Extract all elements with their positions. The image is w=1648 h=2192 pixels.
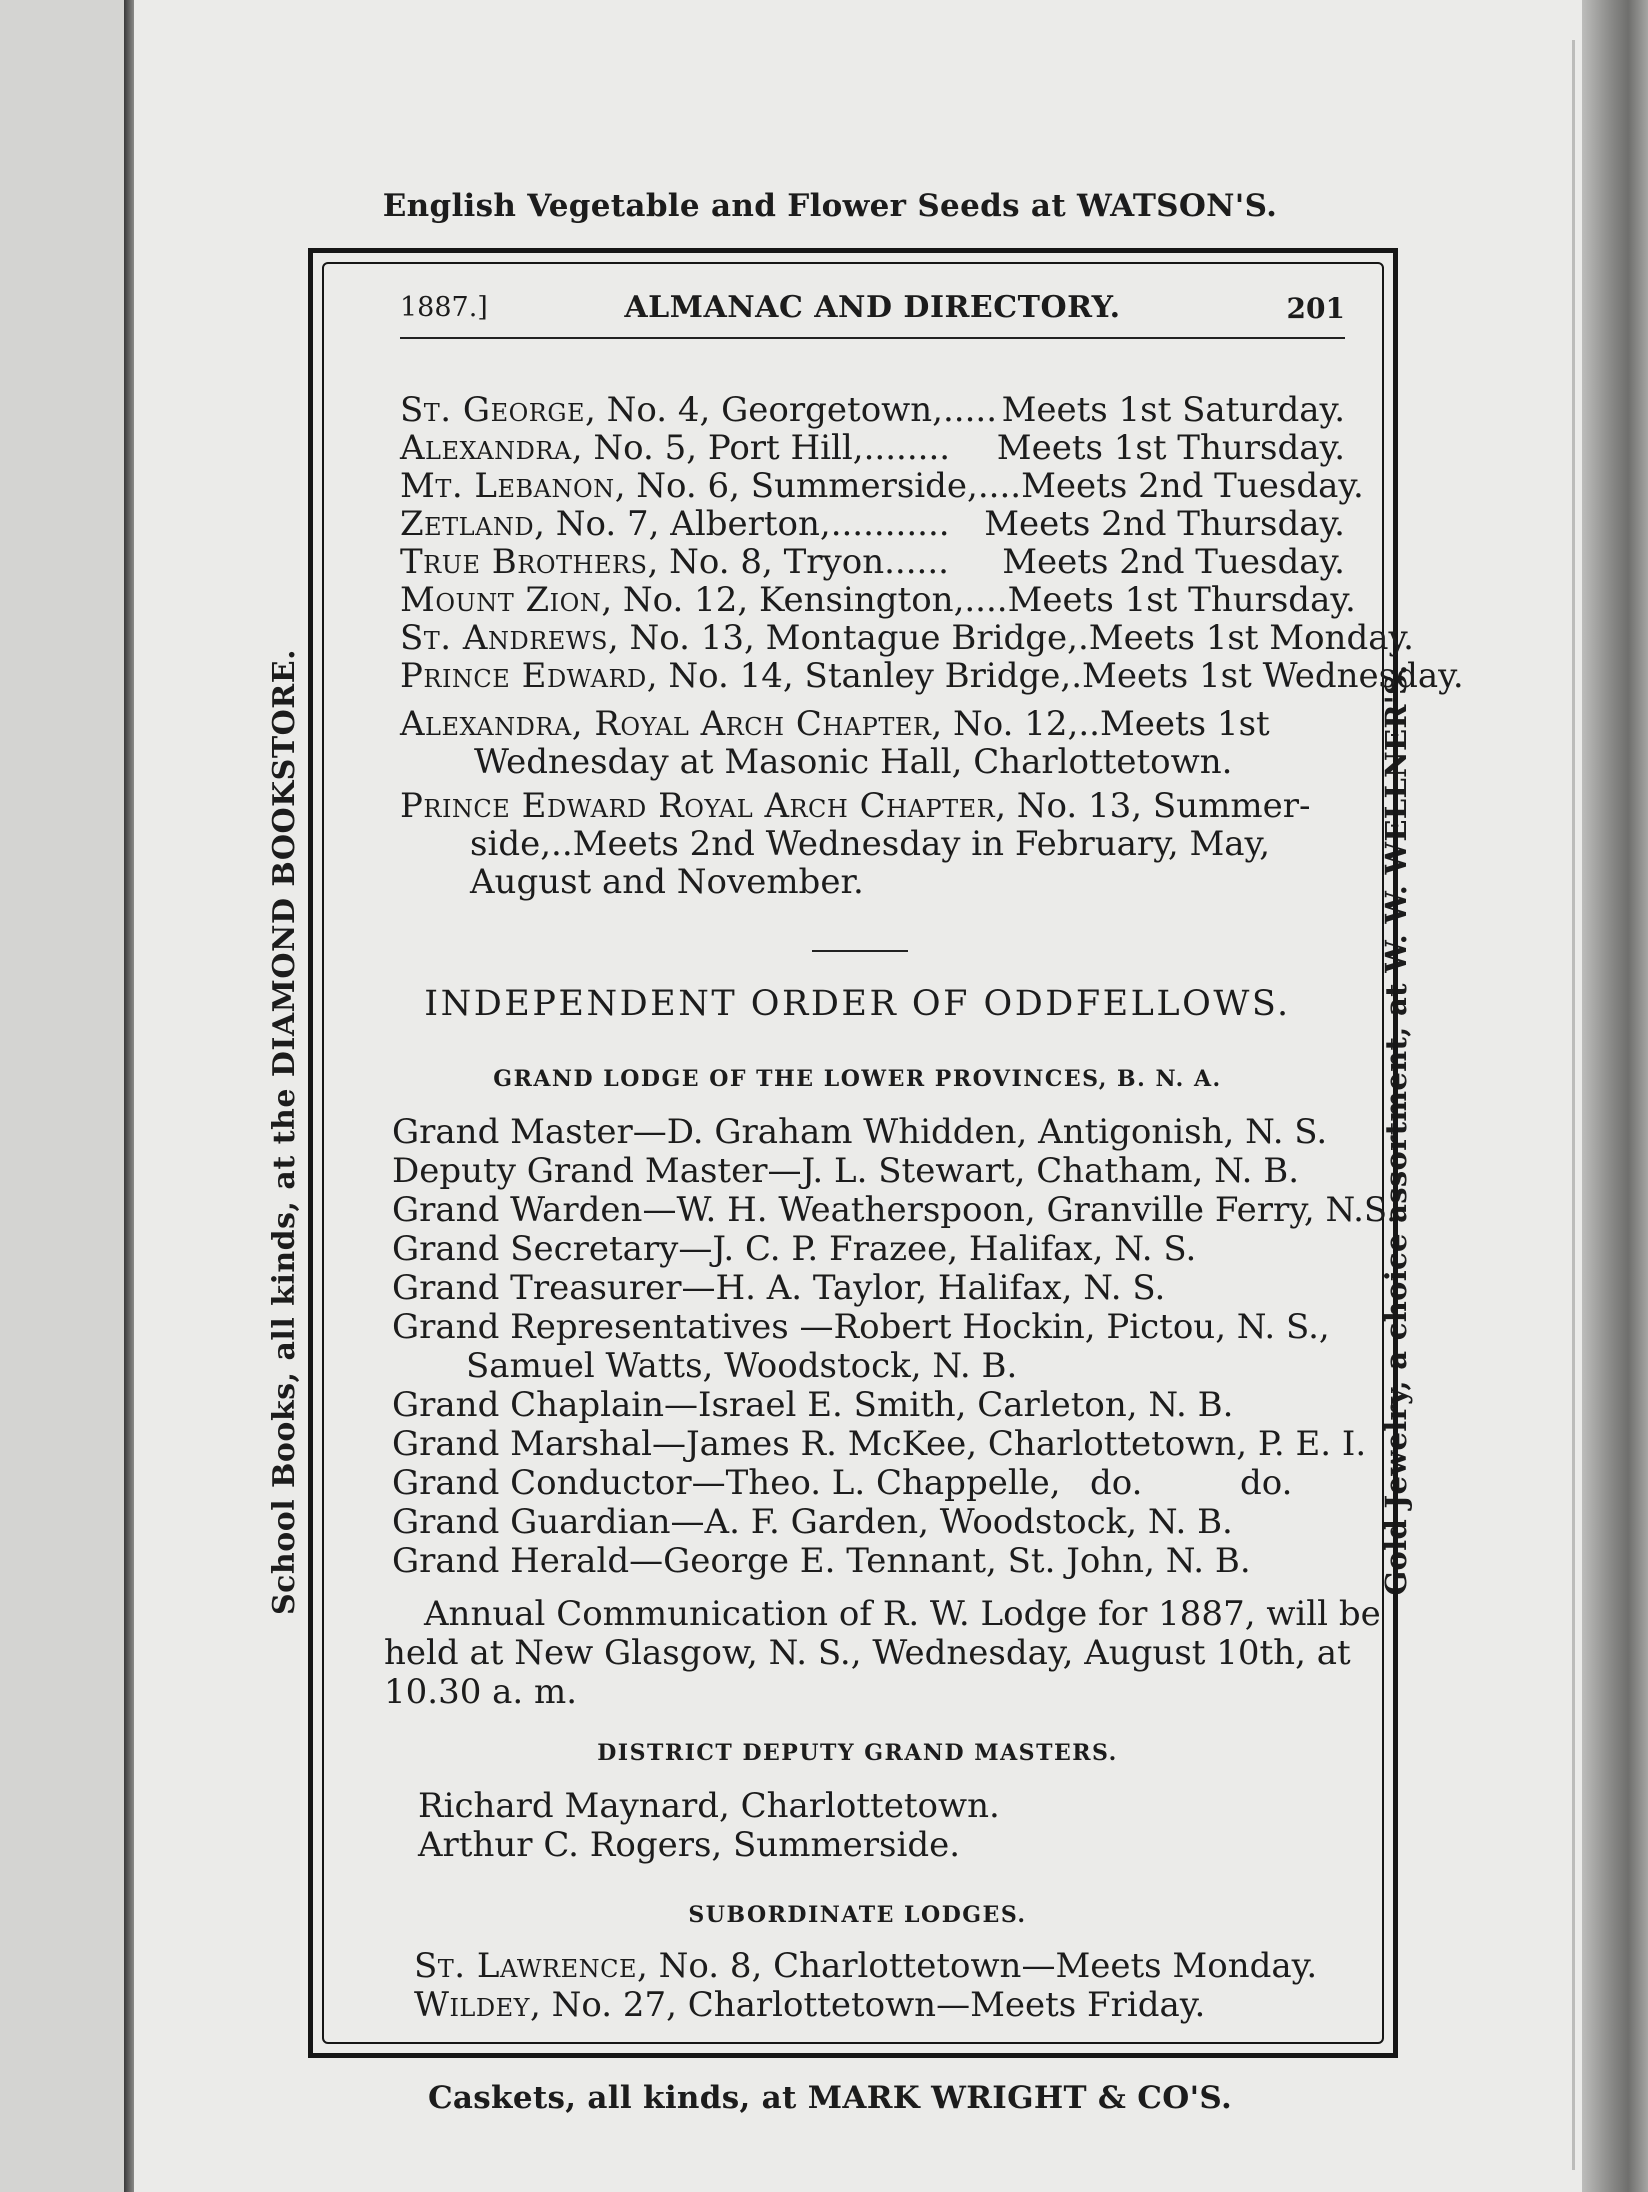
chapter-entry: Prince Edward Royal Arch Chapter, No. 13, Summer- (400, 786, 1311, 826)
district-master: Arthur C. Rogers, Summerside. (418, 1825, 961, 1865)
officer-entry: Grand Herald—George E. Tennant, St. John, N. B. (392, 1541, 1251, 1581)
header-title: ALMANAC AND DIRECTORY. (624, 290, 1121, 325)
annual-communication: held at New Glasgow, N. S., Wednesday, August 10th, at (384, 1633, 1351, 1673)
officer-entry: Grand Warden—W. H. Weatherspoon, Granville Ferry, N.S. (392, 1190, 1397, 1230)
left-margin-advertisement: School Books, all kinds, at the DIAMOND BOOKSTORE. (267, 648, 302, 1616)
officer-entry: Grand Conductor—Theo. L. Chappelle, (392, 1463, 1061, 1503)
section-subheading: GRAND LODGE OF THE LOWER PROVINCES, B. N. A. (493, 1066, 1222, 1092)
lodge-entry: St. George, No. 4, Georgetown,..... Meets 1st Saturday. (400, 390, 1345, 430)
lodge-entry: Prince Edward, No. 14, Stanley Bridge,. Meets 1st Wednesday. (400, 656, 1464, 696)
subordinate-heading: SUBORDINATE LODGES. (688, 1902, 1027, 1928)
district-heading: DISTRICT DEPUTY GRAND MASTERS. (597, 1740, 1118, 1766)
subordinate-lodge: St. Lawrence, No. 8, Charlottetown—Meets Monday. (414, 1946, 1318, 1986)
officer-entry: Grand Secretary—J. C. P. Frazee, Halifax, N. S. (392, 1229, 1197, 1269)
officer-entry: Grand Master—D. Graham Whidden, Antigonish, N. S. (392, 1112, 1328, 1152)
bottom-margin-advertisement: Caskets, all kinds, at MARK WRIGHT & CO'S. (427, 2080, 1233, 2116)
page-fold (1572, 40, 1575, 2170)
header-year: 1887.] (400, 292, 488, 323)
running-header (400, 292, 1345, 339)
lodge-entry: Alexandra, No. 5, Port Hill,........ Meets 1st Thursday. (400, 428, 1345, 468)
chapter-entry-continuation: August and November. (470, 862, 864, 902)
officer-entry-continuation: Samuel Watts, Woodstock, N. B. (466, 1346, 1018, 1386)
section-divider (812, 950, 908, 952)
lodge-entry: True Brothers, No. 8, Tryon...... Meets 2nd Tuesday. (400, 542, 1345, 582)
officer-entry: Grand Representatives —Robert Hockin, Pictou, N. S., (392, 1307, 1330, 1347)
ditto-mark: do. (1240, 1463, 1293, 1503)
subordinate-lodge: Wildey, No. 27, Charlottetown—Meets Friday. (414, 1985, 1206, 2025)
officer-entry: Grand Marshal—James R. McKee, Charlottetown, P. E. I. (392, 1424, 1367, 1464)
ditto-mark: do. (1090, 1463, 1143, 1503)
top-margin-advertisement: English Vegetable and Flower Seeds at WATSON'S. (382, 188, 1278, 224)
chapter-entry-continuation: Wednesday at Masonic Hall, Charlottetown. (474, 742, 1233, 782)
annual-communication: Annual Communication of R. W. Lodge for 1887, will be (424, 1594, 1381, 1634)
officer-entry: Deputy Grand Master—J. L. Stewart, Chatham, N. B. (392, 1151, 1300, 1191)
lodge-entry: Mt. Lebanon, No. 6, Summerside,.... Meets 2nd Tuesday. (400, 466, 1364, 506)
lodge-entry: Zetland, No. 7, Alberton,........... Meets 2nd Thursday. (400, 504, 1345, 544)
right-margin-advertisement: Gold Jewelry, a choice assortment, at W. W. WELLNER'S. (1379, 664, 1413, 1596)
page-stack-edge (1582, 0, 1648, 2192)
chapter-entry-continuation: side,..Meets 2nd Wednesday in February, May, (470, 824, 1271, 864)
officer-entry: Grand Chaplain—Israel E. Smith, Carleton, N. B. (392, 1385, 1234, 1425)
district-master: Richard Maynard, Charlottetown. (418, 1786, 1000, 1826)
annual-communication: 10.30 a. m. (384, 1672, 578, 1712)
officer-entry: Grand Guardian—A. F. Garden, Woodstock, N. B. (392, 1502, 1233, 1542)
section-heading: INDEPENDENT ORDER OF ODDFELLOWS. (424, 984, 1291, 1024)
page-number: 201 (1286, 292, 1345, 325)
lodge-entry: St. Andrews, No. 13, Montague Bridge,. Meets 1st Monday. (400, 618, 1414, 658)
officer-entry: Grand Treasurer—H. A. Taylor, Halifax, N. S. (392, 1268, 1166, 1308)
lodge-entry: Mount Zion, No. 12, Kensington,.... Meets 1st Thursday. (400, 580, 1356, 620)
chapter-entry: Alexandra, Royal Arch Chapter, No. 12,..Meets 1st (400, 704, 1270, 744)
